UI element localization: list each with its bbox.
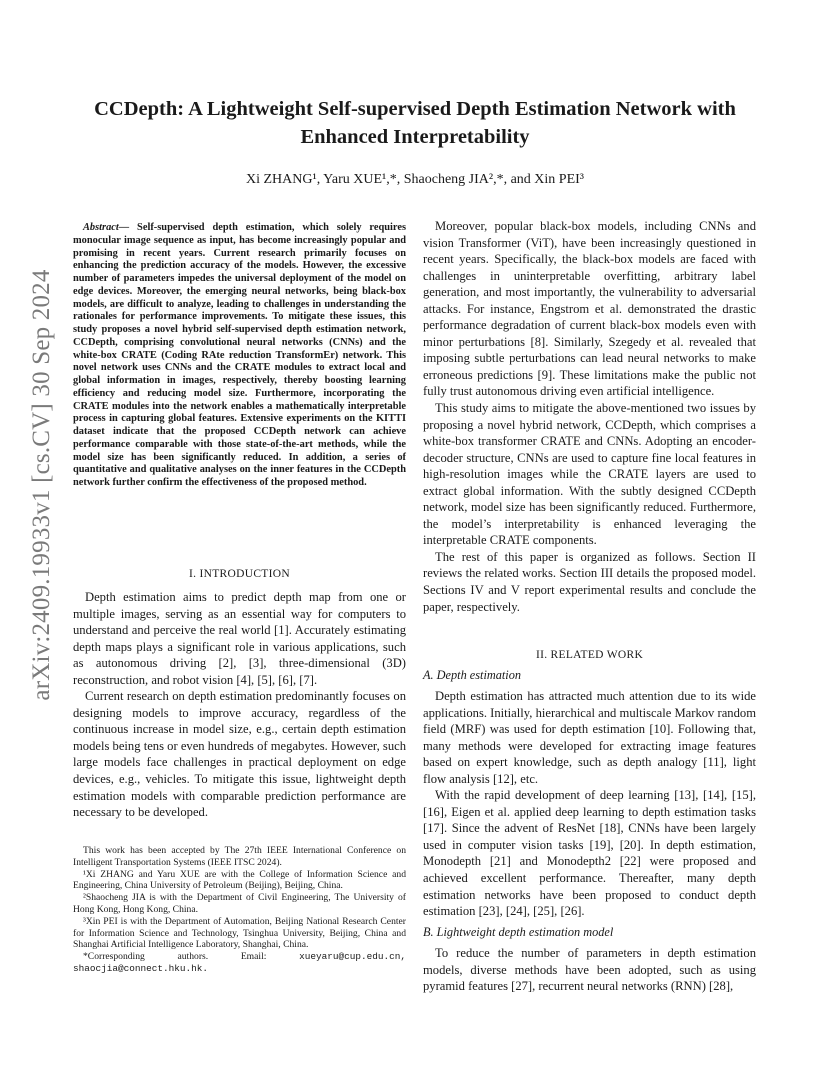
abstract-label: Abstract— xyxy=(83,222,130,233)
paragraph: With the rapid development of deep learning [13], [14], [15], [16], Eigen et al. applied deep learning to depth estimation tasks [17]. Since the advent of ResNet [18], CNNs have been largely used in computer vision tasks [19], [20]. In depth estimation, Monodepth [21] and Monodepth2 [22] were proposed and achieved excellent performance. Thereafter, many depth estimation networks have been proposed to conduct depth estimation [23], [24], [25], [26]. xyxy=(423,788,756,919)
paragraph: Depth estimation has attracted much attention due to its wide applications. Initially, hierarchical and multiscale Markov random field (MRF) was used for depth estimation [10]. Following that, many methods were developed for extracting image features based on expert knowledge, such as depth analogy [11], light flow analysis [12], etc. xyxy=(423,689,756,786)
author-list: Xi ZHANG¹, Yaru XUE¹,*, Shaocheng JIA²,*, and Xin PEI³ xyxy=(246,172,584,187)
footnote-acceptance: This work has been accepted by The 27th IEEE International Conference on Intelligent Transportation Systems (IEEE ITSC 2024). xyxy=(73,845,406,868)
paragraph: This study aims to mitigate the above-mentioned two issues by proposing a novel hybrid network, CCDepth, which comprises a white-box transformer CRATE and CNNs. Adopting an encoder-decoder structure, CNNs are used to capture fine local features in high-resolution images while the CRATE layers are used to extract global information. With the subtly designed CCDepth network, model size has been significantly reduced. Furthermore, the model’s interpretability is enhanced leveraging the interpretable CRATE components. xyxy=(423,401,756,548)
subsection-heading-depth-estimation: A. Depth estimation xyxy=(423,668,522,682)
footnote-affiliation-2: ²Shaocheng JIA is with the Department of Civil Engineering, The University of Hong Kong, Hong Kong, China. xyxy=(73,892,406,915)
email-link-2[interactable]: shaocjia@connect.hku.hk. xyxy=(73,962,209,974)
intro-continued xyxy=(423,218,756,615)
paragraph: Depth estimation aims to predict depth map from one or multiple images, serving as an essential way for computers to understand and perceive the real world [1]. Accurately estimating depth maps plays a significant role in various applications, such as autonomous driving [2], [3], three-dimensional (3D) reconstruction, and robot vision [4], [5], [6], [7]. xyxy=(73,590,406,687)
lightweight-body xyxy=(423,945,756,995)
abstract xyxy=(73,222,406,490)
corresponding-label: *Corresponding authors. Email: xyxy=(83,951,267,963)
introduction-body xyxy=(73,589,406,821)
paragraph: Moreover, popular black-box models, including CNNs and vision Transformer (ViT), have been increasingly questioned in recent years. Specifically, the black-box models are faced with challenges in uninterpretable overfitting, arbitrary label generation, and most importantly, the vulnerability to adversarial attacks. For instance, Engstrom et al. demonstrated the drastic performance degradation of current black-box models even with minor perturbations [8]. Similarly, Szegedy et al. revealed that imposing subtle perturbations can lead neural networks to make erroneous predictions [9]. These limitations make the public not fully trust autonomous driving even artificial intelligence. xyxy=(423,219,756,399)
paragraph: To reduce the number of parameters in depth estimation models, diverse methods have been adopted, such as using pyramid features [27], recurrent neural networks (RNN) [28], xyxy=(423,946,756,994)
footnote-corresponding xyxy=(73,951,406,975)
footnotes xyxy=(73,845,406,975)
section-heading-related-work: II. RELATED WORK xyxy=(535,649,644,661)
arxiv-identifier-text: arXiv:2409.19933v1 [cs.CV] 30 Sep 2024 xyxy=(28,269,55,701)
paragraph: Current research on depth estimation predominantly focuses on designing models to improve accuracy, regardless of the continuous increase in model size, e.g., certain depth estimation models being tens or even hundreds of megabytes. However, such large models face challenges in practical deployment on edge devices, e.g., vehicles. To mitigate this issue, lightweight depth estimation models with comparable prediction performance are necessary to be developed. xyxy=(73,689,406,820)
footnote-affiliation-1: ¹Xi ZHANG and Yaru XUE are with the College of Information Science and Engineering, China University of Petroleum (Beijing), Beijing, China. xyxy=(73,868,406,892)
abstract-text: Self-supervised depth estimation, which solely requires monocular image sequence as input, has become increasingly popular and promising in recent years. Current research primarily focuses on enhancing the prediction accuracy of the models. However, the excessive number of parameters impedes the universal deployment of the model on edge devices. Moreover, the emerging neural networks, being black-box models, are difficult to analyze, leading to challenges in understanding the rationales for performance improvements. To mitigate these issues, this study proposes a novel hybrid self-supervised depth estimation network, CCDepth, comprising convolutional neural networks (CNNs) and the white-box CRATE (Coding RAte reduction TransformEr) network. This novel network uses CNNs and the CRATE modules to extract local and global information in images, respectively, thereby boosting learning efficiency and reducing model size. Furthermore, incorporating the CRATE modules into the network enables a mathematically interpretable process in capturing global features. Extensive experiments on the KITTI dataset indicate that the proposed CCDepth network can achieve performance comparable with those state-of-the-art methods, while the model size has been significantly reduced. In addition, a series of quantitative and qualitative analyses on the inner features in the CCDepth network further confirm the effectiveness of the proposed method. xyxy=(73,222,406,488)
email-link-1[interactable]: xueyaru@cup.edu.cn, xyxy=(299,951,406,963)
subsection-heading-lightweight: B. Lightweight depth estimation model xyxy=(423,925,614,939)
paragraph: The rest of this paper is organized as follows. Section II reviews the related works. Section III details the proposed model. Sections IV and V report experimental results and conclude the paper, respectively. xyxy=(423,549,756,614)
section-heading-introduction: I. INTRODUCTION xyxy=(189,568,290,580)
footnote-affiliation-3: ³Xin PEI is with the Department of Automation, Beijing National Research Center for Information Science and Technology, Tsinghua University, Beijing, China and Shanghai Artificial Intelligence Laboratory, Shanghai, China. xyxy=(73,915,406,951)
paper-title: CCDepth: A Lightweight Self-supervised Depth Estimation Network with Enhanced Interpretability xyxy=(94,98,736,148)
arxiv-identifier xyxy=(22,269,62,701)
depth-estimation-body xyxy=(423,688,756,920)
